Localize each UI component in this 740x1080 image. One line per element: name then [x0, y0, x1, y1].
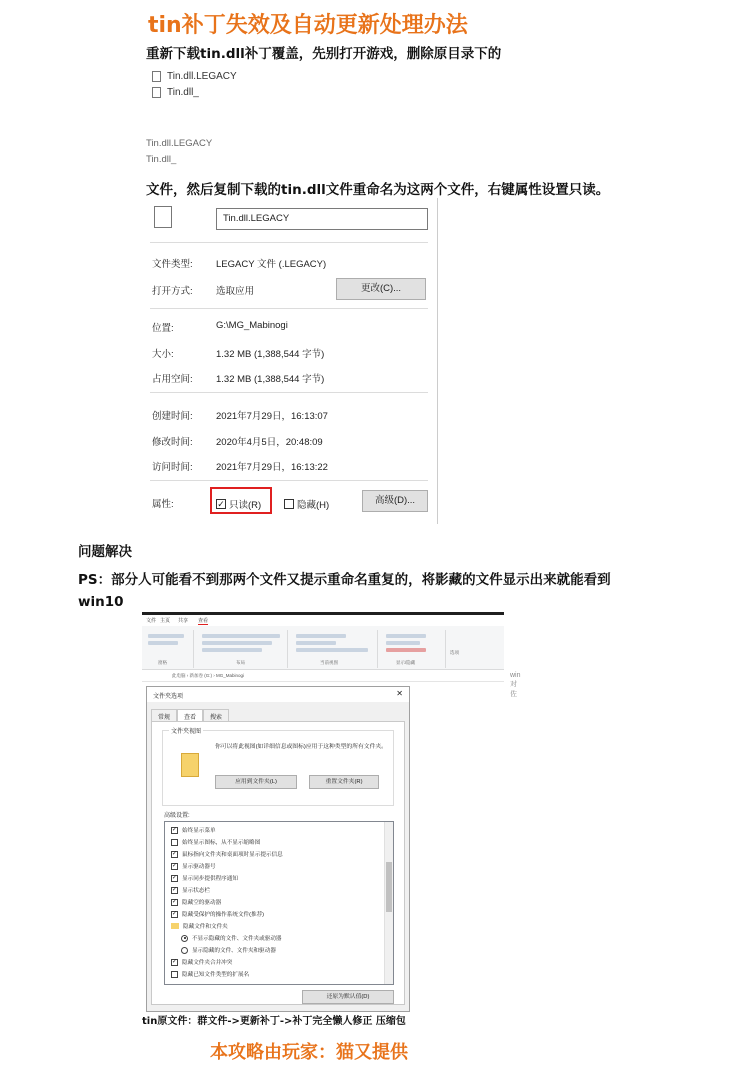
address-bar[interactable] — [142, 670, 504, 682]
dialog-body — [151, 721, 405, 1005]
readonly-label: 只读(R) — [229, 500, 262, 511]
checkbox-checked-icon: ✓ — [172, 886, 178, 893]
advanced-item-label: 始终显示图标，从不显示缩略图 — [182, 840, 261, 846]
disk-size-value: 1.32 MB (1,388,544 字节) — [216, 374, 325, 385]
document-icon — [154, 206, 172, 228]
radio-icon — [181, 947, 188, 954]
checkbox-checked-icon: ✓ — [172, 874, 178, 881]
file-name: Tin.dll.LEGACY — [146, 138, 213, 149]
hidden-checkbox[interactable] — [284, 497, 329, 511]
checkbox-checked-icon: ✓ — [172, 898, 178, 905]
address-path: 此电脑 › 新加卷 (G:) › MG_Mabinogi — [172, 673, 245, 678]
advanced-item[interactable] — [171, 920, 381, 932]
folder-icon — [181, 753, 199, 777]
file-icon — [152, 87, 161, 98]
divider — [150, 242, 428, 243]
folder-options-dialog — [146, 686, 410, 1012]
source-caption: tin原文件：群文件->更新补丁->补丁完全懒人修正 压缩包 — [142, 1016, 406, 1027]
checkbox-checked-icon: ✓ — [172, 958, 178, 965]
advanced-item[interactable] — [171, 932, 381, 944]
opens-with-label: 打开方式: — [152, 286, 193, 297]
advanced-item[interactable] — [171, 860, 381, 872]
advanced-item[interactable] — [171, 884, 381, 896]
advanced-settings-label: 高级设置: — [164, 813, 190, 819]
advanced-item-label: 始终显示菜单 — [182, 828, 216, 834]
checkbox-checked-icon: ✓ — [172, 910, 178, 917]
size-value: 1.32 MB (1,388,544 字节) — [216, 349, 325, 360]
advanced-item-label: 隐藏受保护的操作系统文件(推荐) — [182, 912, 265, 918]
advanced-item[interactable] — [171, 848, 381, 860]
checkbox-checked-icon: ✓ — [172, 862, 178, 869]
file-name: Tin.dll_ — [167, 86, 199, 98]
advanced-item-label: 显示隐藏的文件、文件夹和驱动器 — [192, 948, 276, 954]
accessed-label: 访问时间: — [152, 462, 193, 473]
checkbox-unchecked-icon — [171, 839, 178, 846]
accessed-value: 2021年7月29日，16:13:22 — [216, 462, 328, 473]
highlight-box — [210, 487, 272, 514]
change-button[interactable]: 更改(C)... — [336, 278, 426, 300]
file-properties-dialog — [140, 198, 438, 524]
advanced-item[interactable] — [171, 872, 381, 884]
file-name-field[interactable]: Tin.dll.LEGACY — [216, 208, 428, 230]
instruction-text-3: PS：部分人可能看不到那两个文件又提示重命名重复的，将影藏的文件显示出来就能看到 — [78, 572, 611, 588]
tab-general[interactable]: 常规 — [151, 709, 177, 721]
advanced-items — [171, 824, 381, 980]
checkbox-checked-icon: ✓ — [217, 499, 225, 509]
page-title: tin补丁失效及自动更新处理办法 — [148, 13, 468, 38]
modified-value: 2020年4月5日，20:48:09 — [216, 437, 323, 448]
advanced-item[interactable] — [171, 908, 381, 920]
disk-size-label: 占用空间: — [152, 374, 193, 385]
advanced-item-label: 显示同步提供程序通知 — [182, 876, 238, 882]
advanced-item-label: 显示驱动器号 — [182, 864, 216, 870]
options-button[interactable]: 选项 — [450, 650, 459, 655]
ribbon-group-current-view — [292, 630, 378, 668]
advanced-item-label: 隐藏空的驱动器 — [182, 900, 222, 906]
type-value: LEGACY 文件 (.LEGACY) — [216, 259, 327, 270]
dialog-tabs — [151, 709, 229, 721]
created-label: 创建时间: — [152, 411, 193, 422]
ribbon-group-layout — [198, 630, 288, 668]
advanced-item[interactable] — [171, 836, 381, 848]
close-icon[interactable]: ✕ — [396, 689, 403, 698]
location-label: 位置: — [152, 323, 174, 334]
instruction-text-4: win10 — [78, 594, 124, 610]
advanced-item-label: 隐藏文件和文件夹 — [183, 924, 228, 930]
advanced-item[interactable] — [171, 968, 381, 980]
file-list-plain — [146, 136, 212, 168]
advanced-item[interactable] — [171, 944, 381, 956]
advanced-item-label: 鼠标指向文件夹和桌面项时显示提示信息 — [182, 852, 283, 858]
scrollbar-thumb[interactable] — [386, 862, 392, 912]
ribbon-group-show-hide — [382, 630, 446, 668]
dialog-title: 文件夹选项 — [153, 694, 184, 700]
hidden-label: 隐藏(H) — [297, 500, 330, 511]
folder-views-text: 你可以将此视图(如详细信息或图标)应用于这种类型的所有文件夹。 — [215, 744, 387, 750]
author-credit: 本攻略由玩家：猫又提供 — [210, 1042, 408, 1063]
divider — [150, 392, 428, 393]
folder-views-group — [162, 730, 394, 806]
ribbon-tab[interactable]: 共享 — [178, 618, 189, 624]
divider — [150, 308, 428, 309]
created-value: 2021年7月29日，16:13:07 — [216, 411, 328, 422]
advanced-item[interactable] — [171, 896, 381, 908]
section-heading: 问题解决 — [78, 544, 132, 560]
advanced-item-label: 隐藏文件夹合并冲突 — [182, 960, 233, 966]
advanced-button[interactable]: 高级(D)... — [362, 490, 428, 512]
reset-folders-button[interactable]: 重置文件夹(R) — [309, 775, 379, 789]
advanced-item[interactable] — [171, 824, 381, 836]
checkbox-unchecked-icon — [171, 971, 178, 978]
file-item[interactable] — [152, 84, 237, 100]
checkbox-unchecked-icon — [284, 499, 294, 509]
location-value: G:\MG_Mabinogi — [216, 320, 288, 331]
instruction-text-1: 重新下载tin.dll补丁覆盖，先别打开游戏，删除原目录下的 — [146, 46, 502, 62]
file-item[interactable] — [152, 68, 237, 84]
file-icon — [152, 71, 161, 82]
folder-views-label: 文件夹视图 — [169, 726, 203, 735]
attributes-label: 属性: — [152, 499, 174, 510]
ribbon-group-label: 窗格 — [158, 660, 167, 665]
ribbon-tabs — [142, 615, 504, 626]
checkbox-checked-icon: ✓ — [172, 826, 178, 833]
divider — [150, 480, 428, 481]
scrollbar[interactable] — [384, 822, 393, 984]
ribbon-group-label: 布局 — [236, 660, 245, 665]
checkbox-checked-icon: ✓ — [172, 850, 178, 857]
advanced-item-label: 不显示隐藏的文件、文件夹或驱动器 — [192, 936, 282, 942]
ribbon-group-label: 当前视图 — [320, 660, 338, 665]
tab-view[interactable]: 查看 — [177, 709, 203, 721]
ribbon-tab-view[interactable]: 查看 — [198, 618, 209, 624]
size-label: 大小: — [152, 349, 174, 360]
ribbon-group-panes — [144, 630, 194, 668]
advanced-item[interactable] — [171, 956, 381, 968]
modified-label: 修改时间: — [152, 437, 193, 448]
instruction-text-2: 文件，然后复制下载的tin.dll文件重命名为这两个文件，右键属性设置只读。 — [146, 182, 610, 198]
ribbon — [142, 626, 504, 670]
tab-search[interactable]: 搜索 — [203, 709, 229, 721]
ribbon-tab[interactable]: 主页 — [160, 618, 171, 624]
folder-options-screenshot — [142, 612, 521, 1012]
apply-to-folders-button[interactable]: 应用到文件夹(L) — [215, 775, 297, 789]
file-name: Tin.dll.LEGACY — [167, 70, 237, 82]
folder-icon — [171, 923, 179, 929]
side-text: win对佐 — [510, 672, 521, 698]
file-name: Tin.dll_ — [146, 154, 177, 165]
restore-defaults-button[interactable]: 还原为默认值(D) — [302, 990, 394, 1004]
advanced-item-label: 隐藏已知文件类型的扩展名 — [182, 972, 250, 978]
ribbon-group-label: 显示/隐藏 — [396, 660, 416, 665]
advanced-item-label: 显示状态栏 — [182, 888, 210, 894]
type-label: 文件类型: — [152, 259, 193, 270]
radio-selected-icon — [181, 935, 188, 942]
file-list-icons — [152, 68, 237, 100]
dialog-title-bar — [147, 687, 409, 702]
advanced-settings-list[interactable] — [164, 821, 394, 985]
ribbon-tab[interactable]: 文件 — [146, 618, 157, 624]
opens-with-value: 选取应用 — [216, 286, 255, 297]
